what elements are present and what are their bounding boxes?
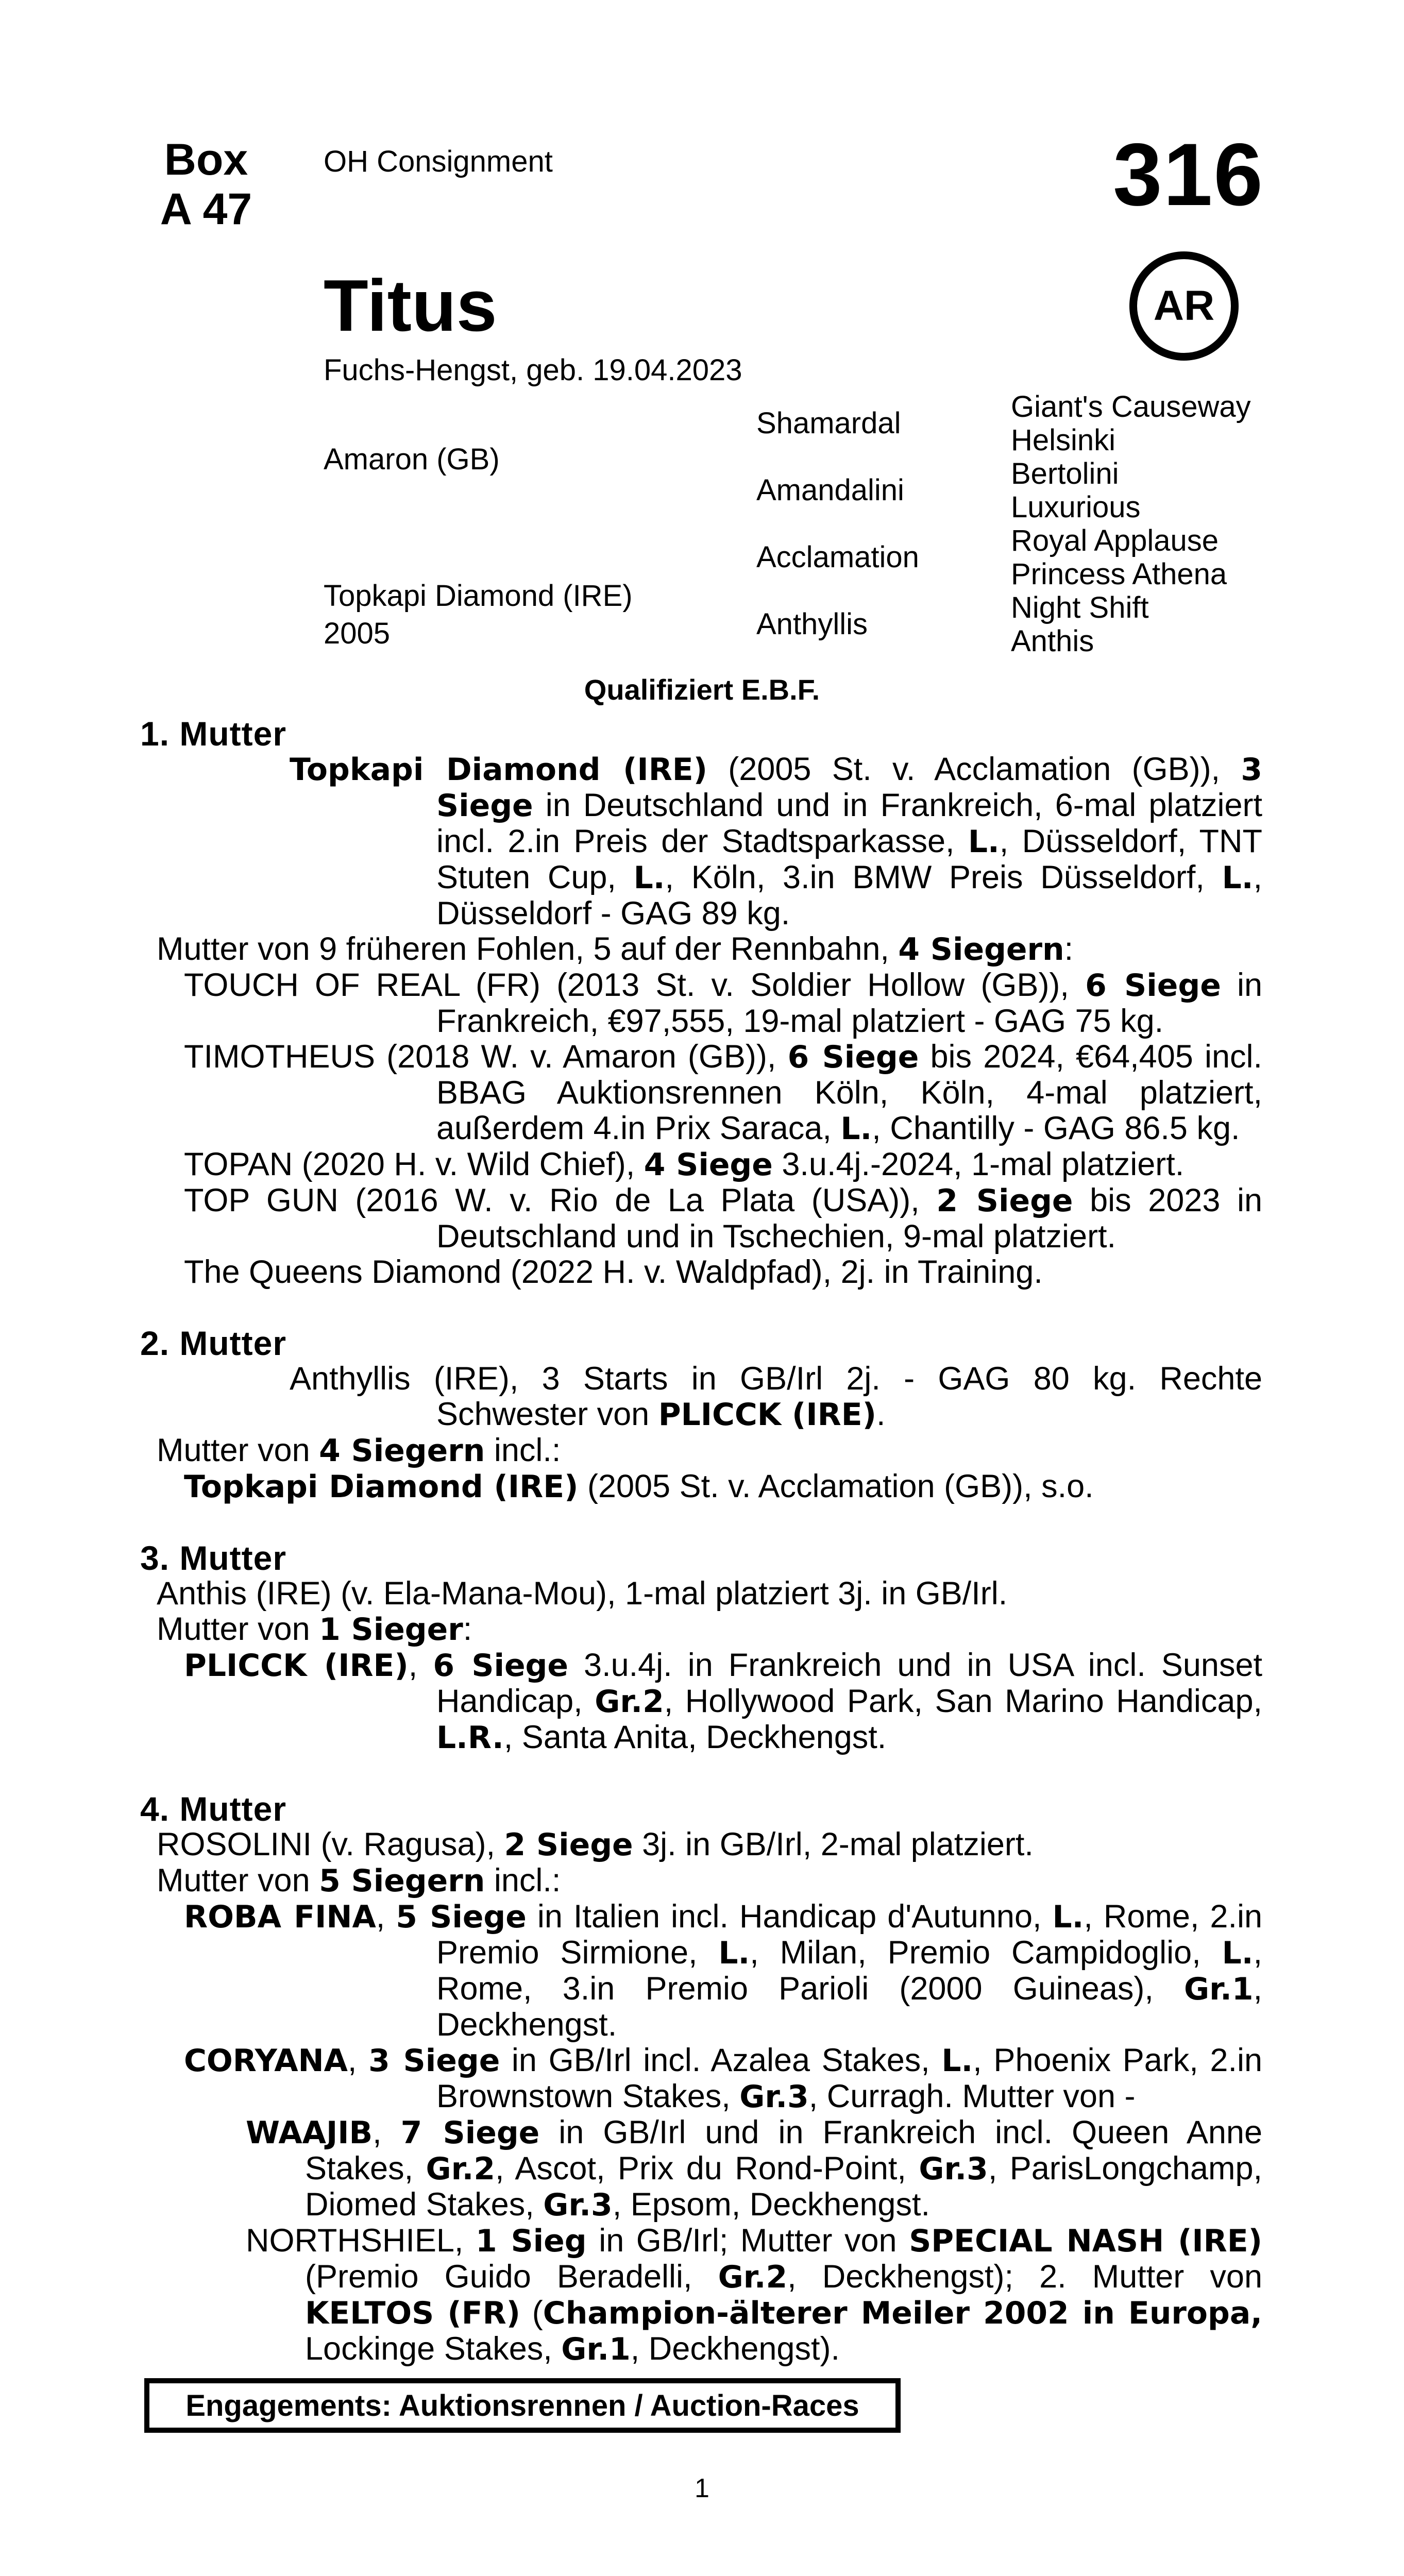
m1-offspring-4: TOP GUN (2016 W. v. Rio de La Plata (USA)), 2 Siege bis 2023 in Deutschland und in Tschechien, 9-mal platziert.: [184, 1182, 1262, 1255]
pedigree-gen2-1: Shamardal: [756, 406, 901, 440]
ar-badge-text: AR: [1153, 282, 1215, 329]
m1-dam-entry: Topkapi Diamond (IRE) (2005 St. v. Acclamation (GB)), 3 Siege in Deutschland und in Frankreich, 6-mal platziert incl. 2.in Preis der Stadtsparkasse, L., Düsseldorf, TNT Stuten Cup, L., Köln, 3.in BMW Preis Düsseldorf, L., Düsseldorf - GAG 89 kg.: [290, 751, 1263, 931]
m2-mother-of: Mutter von 4 Siegern incl.:: [157, 1432, 561, 1469]
m4-dam-entry: ROSOLINI (v. Ragusa), 2 Siege 3j. in GB/Irl, 2-mal platziert.: [157, 1826, 1034, 1863]
pedigree-dam: Topkapi Diamond (IRE): [324, 579, 633, 613]
pedigree-gen3-2: Helsinki: [1011, 423, 1116, 457]
m2-offspring-1: Topkapi Diamond (IRE) (2005 St. v. Acclamation (GB)), s.o.: [184, 1468, 1094, 1505]
m4-mother-of: Mutter von 5 Siegern incl.:: [157, 1862, 561, 1899]
pedigree-gen3-5: Royal Applause: [1011, 524, 1219, 557]
pedigree-gen3-1: Giant's Causeway: [1011, 390, 1251, 423]
m1-offspring-3: TOPAN (2020 H. v. Wild Chief), 4 Siege 3.u.4j.-2024, 1-mal platziert.: [184, 1146, 1185, 1183]
m1-offspring-2: TIMOTHEUS (2018 W. v. Amaron (GB)), 6 Siege bis 2024, €64,405 incl. BBAG Auktionsrennen Köln, Köln, 4-mal platziert, außerdem 4.in Prix Saraca, L., Chantilly - GAG 86.5 kg.: [184, 1039, 1262, 1147]
page-number: 1: [695, 2473, 709, 2503]
pedigree-gen3-6: Princess Athena: [1011, 557, 1227, 591]
pedigree-sire: Amaron (GB): [324, 443, 500, 476]
m3-offspring-1: PLICCK (IRE), 6 Siege 3.u.4j. in Frankreich und in USA incl. Sunset Handicap, Gr.2, Hollywood Park, San Marino Handicap, L.R., Santa Anita, Deckhengst.: [184, 1647, 1263, 1756]
pedigree-gen2-2: Amandalini: [756, 473, 904, 507]
m1-offspring-1: TOUCH OF REAL (FR) (2013 St. v. Soldier Hollow (GB)), 6 Siege in Frankreich, €97,555, 19-mal platziert - GAG 75 kg.: [184, 967, 1262, 1039]
dam-line-content: [140, 716, 1262, 2367]
pedigree-gen2-3: Acclamation: [756, 540, 919, 574]
m4-offspring-1: ROBA FINA, 5 Siege in Italien incl. Handicap d'Autunno, L., Rome, 2.in Premio Sirmione, L., Milan, Premio Campidoglio, L., Rome, 3.in Premio Parioli (2000 Guineas), Gr.1, Deckhengst.: [184, 1899, 1262, 2043]
m4-grand-offspring-1: WAAJIB, 7 Siege in GB/Irl und in Frankreich incl. Queen Anne Stakes, Gr.2, Ascot, Prix du Rond-Point, Gr.3, ParisLongchamp, Diomed Stakes, Gr.3, Epsom, Deckhengst.: [246, 2114, 1263, 2223]
m4-offspring-2: CORYANA, 3 Siege in GB/Irl incl. Azalea Stakes, L., Phoenix Park, 2.in Brownstown Stakes, Gr.3, Curragh. Mutter von -: [184, 2042, 1262, 2115]
ar-badge: [1129, 251, 1239, 361]
engagements-text: Engagements: Auktionsrennen / Auction-Races: [185, 2388, 859, 2422]
m4-heading: 4. Mutter: [140, 1790, 287, 1828]
lot-number: 316: [1113, 125, 1264, 224]
pedigree-gen3-4: Luxurious: [1011, 490, 1141, 524]
horse-description: Fuchs-Hengst, geb. 19.04.2023: [324, 353, 742, 387]
m2-heading: 2. Mutter: [140, 1324, 287, 1362]
m4-grand-offspring-2: NORTHSHIEL, 1 Sieg in GB/Irl; Mutter von SPECIAL NASH (IRE) (Premio Guido Beradelli, Gr.2, Deckhengst); 2. Mutter von KELTOS (FR) (Champion-älterer Meiler 2002 in Europa, Lockinge Stakes, Gr.1, Deckhengst).: [246, 2223, 1262, 2367]
m3-mother-of: Mutter von 1 Sieger:: [157, 1611, 472, 1648]
qualification-label: Qualifiziert E.B.F.: [584, 673, 820, 706]
horse-name: Titus: [324, 265, 497, 347]
m1-heading: 1. Mutter: [140, 715, 287, 753]
m1-mother-of: Mutter von 9 früheren Fohlen, 5 auf der Rennbahn, 4 Siegern:: [157, 931, 1074, 968]
box-number: A 47: [160, 184, 252, 234]
m2-dam-entry: Anthyllis (IRE), 3 Starts in GB/Irl 2j. - GAG 80 kg. Rechte Schwester von PLICCK (IRE).: [290, 1361, 1262, 1433]
box-label: [155, 135, 258, 234]
pedigree-gen3-7: Night Shift: [1011, 591, 1149, 624]
pedigree-gen3-3: Bertolini: [1011, 457, 1119, 490]
pedigree-gen3-8: Anthis: [1011, 624, 1094, 658]
m1-offspring-5: The Queens Diamond (2022 H. v. Waldpfad), 2j. in Training.: [184, 1254, 1043, 1290]
pedigree-gen2-4: Anthyllis: [756, 607, 868, 641]
engagements-box: [144, 2378, 901, 2433]
pedigree-dam-year: 2005: [324, 617, 391, 650]
m3-dam-entry: Anthis (IRE) (v. Ela-Mana-Mou), 1-mal platziert 3j. in GB/Irl.: [157, 1575, 1008, 1612]
box-label-line1: Box: [164, 135, 248, 184]
m3-heading: 3. Mutter: [140, 1539, 287, 1577]
consignment-label: OH Consignment: [324, 145, 553, 178]
